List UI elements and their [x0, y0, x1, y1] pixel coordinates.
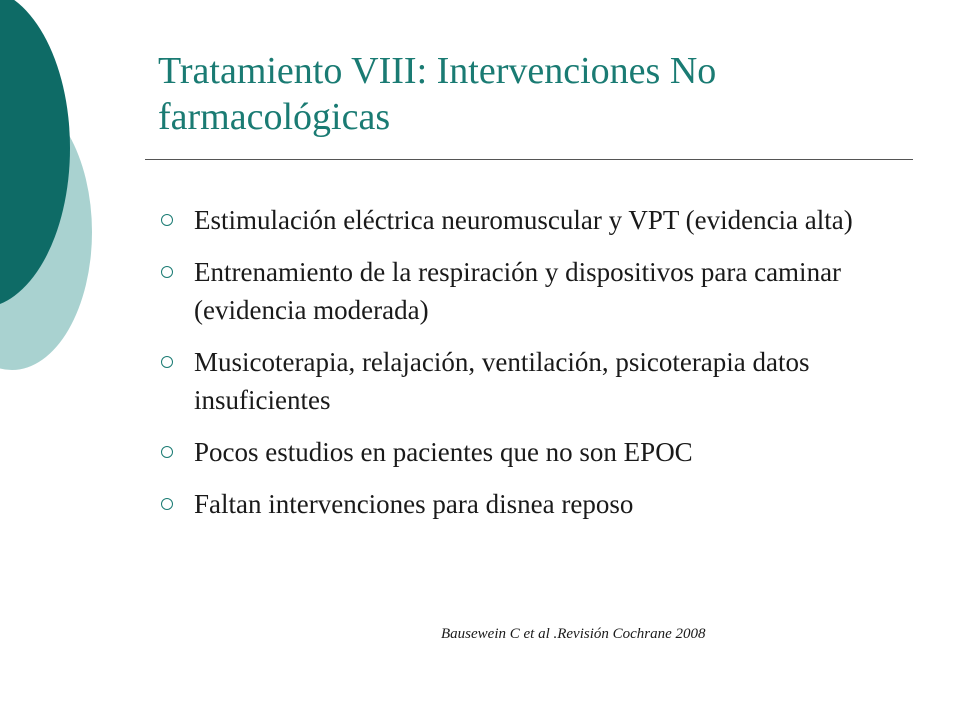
hollow-circle-icon [161, 266, 173, 278]
bullet-text: Entrenamiento de la respiración y dispositivos para caminar (evidencia moderada) [194, 257, 842, 325]
hollow-circle-icon [161, 356, 173, 368]
slide-title: Tratamiento VIII: Intervenciones No farmacológicas [158, 50, 717, 138]
bullet-text: Pocos estudios en pacientes que no son EPOC [194, 437, 693, 467]
bullet-item [158, 253, 898, 329]
bullet-text: Musicoterapia, relajación, ventilación, psicoterapia datos insuficientes [194, 347, 810, 415]
bullet-item [158, 201, 898, 239]
title-divider [145, 159, 913, 160]
hollow-circle-icon [161, 214, 173, 226]
bullet-item [158, 343, 898, 419]
bullet-item [158, 433, 898, 471]
hollow-circle-icon [161, 498, 173, 510]
decorative-circles [0, 0, 100, 380]
citation: Bausewein C et al .Revisión Cochrane 2008 [441, 626, 706, 642]
bullet-item [158, 485, 898, 523]
hollow-circle-icon [161, 446, 173, 458]
bullet-list [158, 201, 898, 537]
bullet-text: Faltan intervenciones para disnea reposo [194, 489, 634, 519]
bullet-text: Estimulación eléctrica neuromuscular y VPT (evidencia alta) [194, 205, 853, 235]
